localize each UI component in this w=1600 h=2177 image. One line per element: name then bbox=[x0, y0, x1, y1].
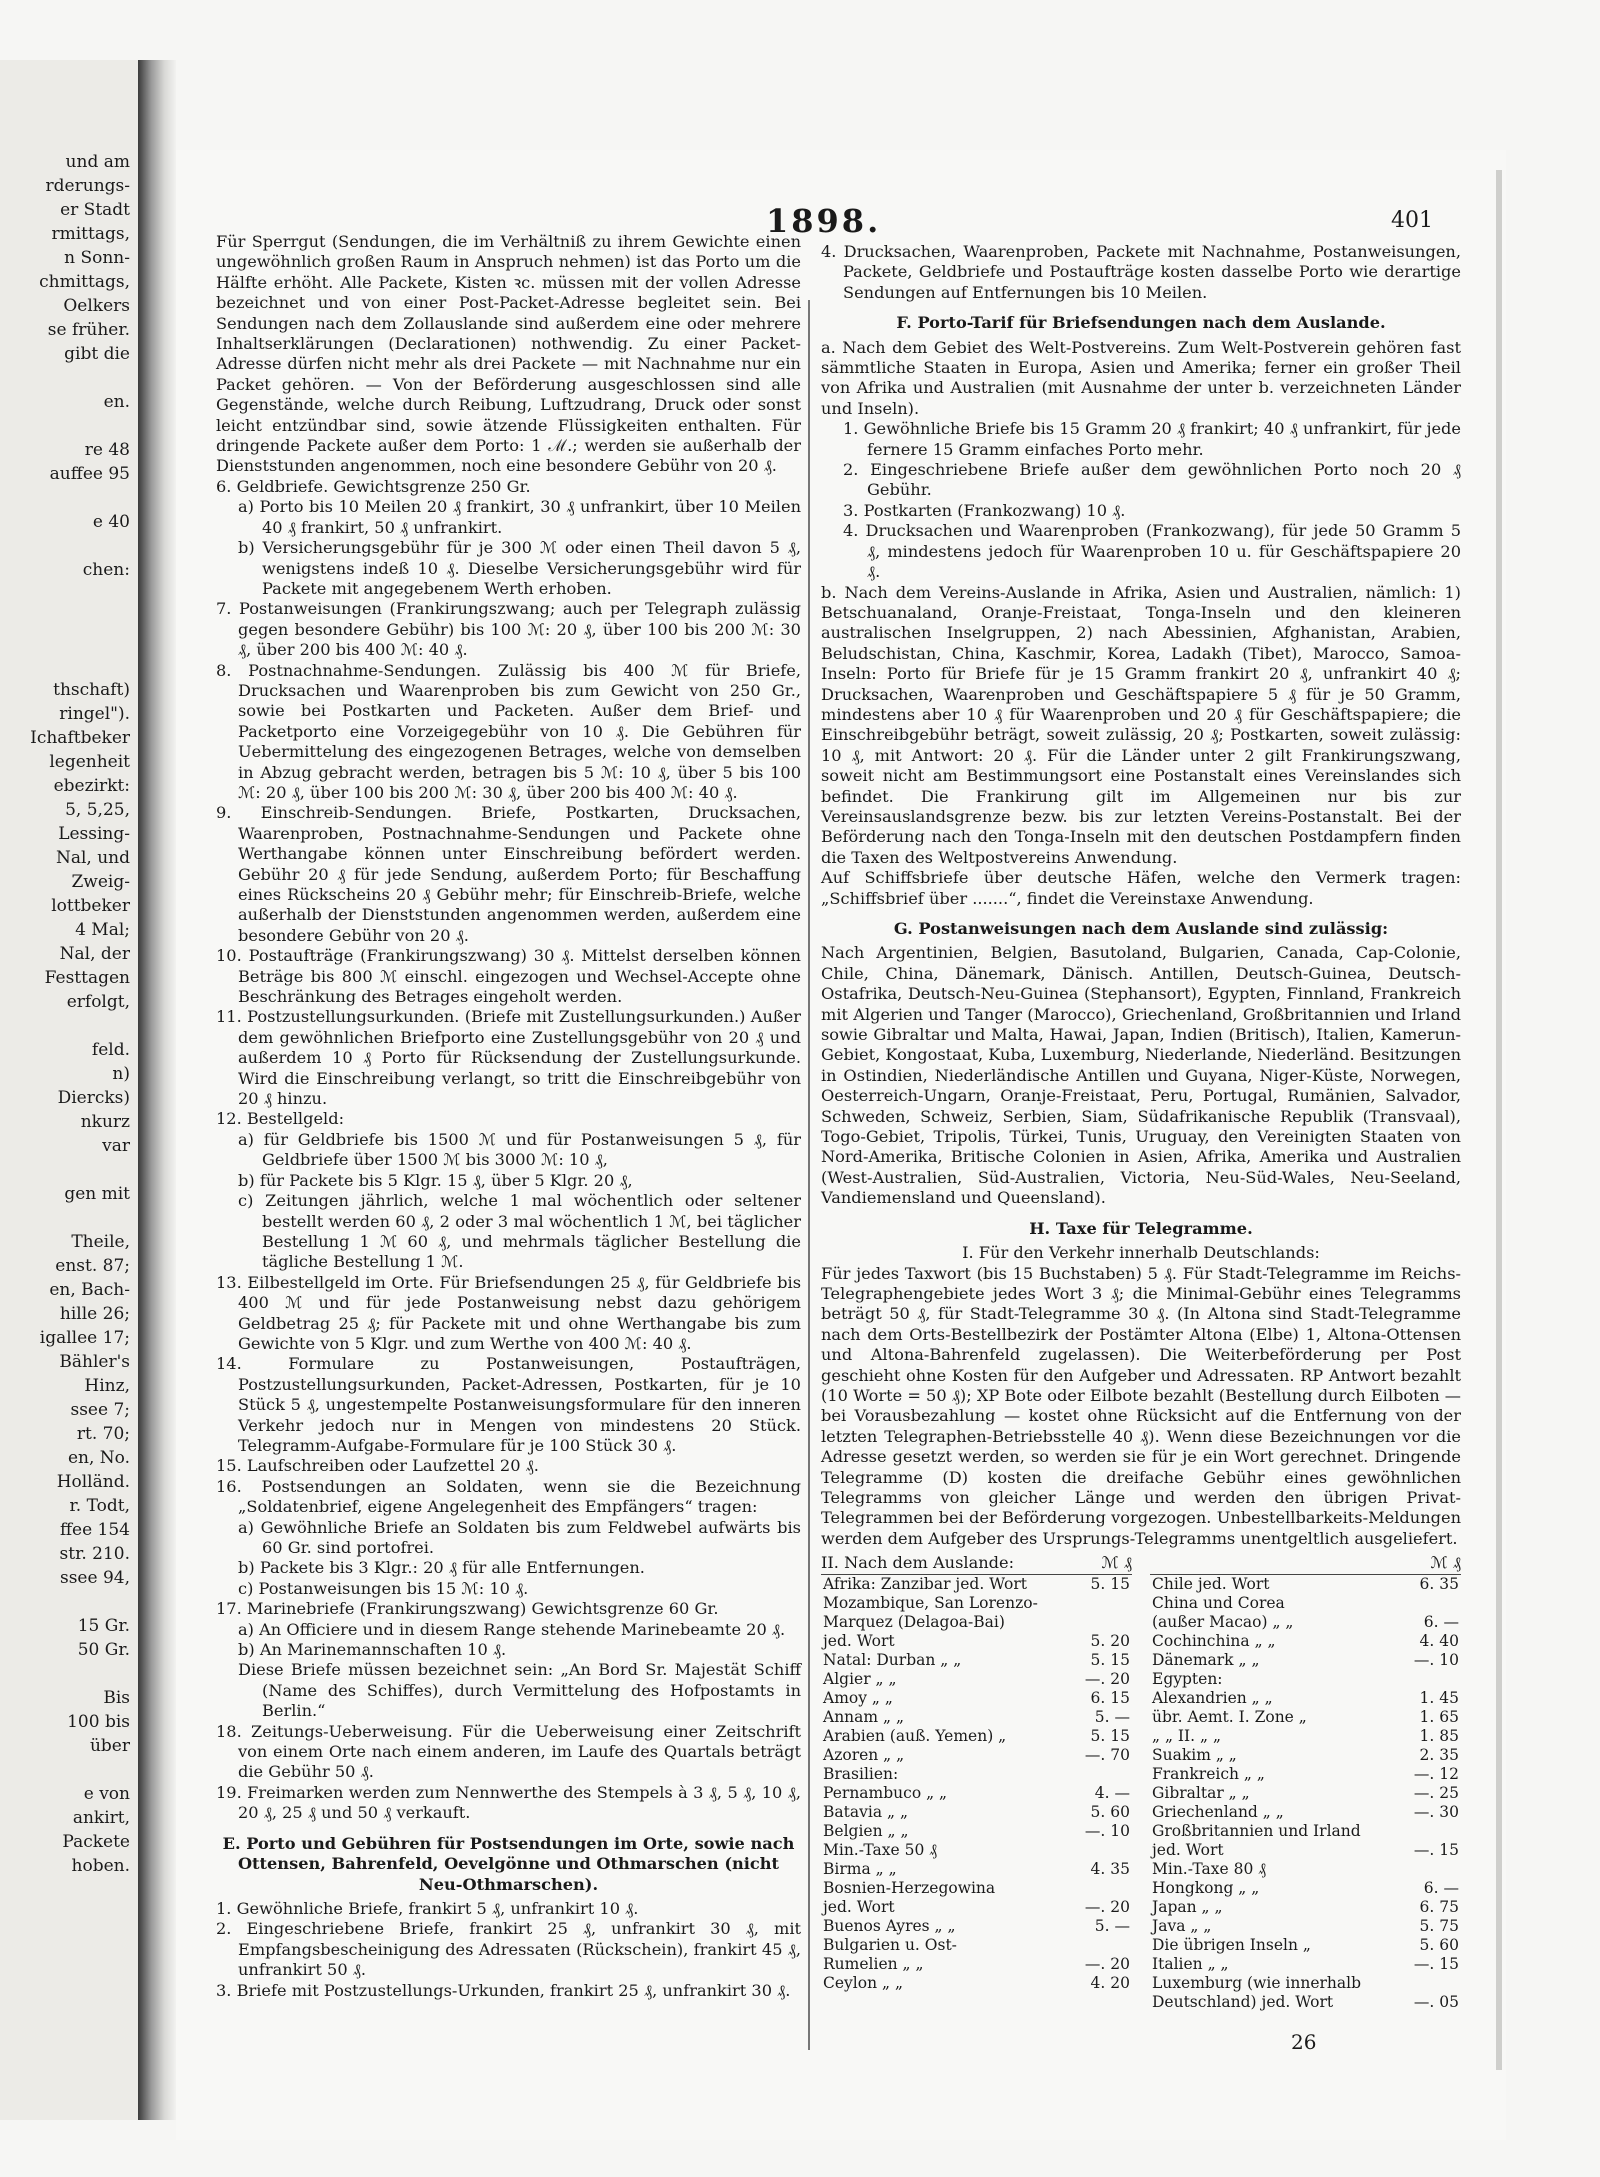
left-page-line: hille 26; bbox=[59, 1304, 130, 1324]
destination-cell: Suakim „ „ bbox=[1152, 1745, 1237, 1764]
rate-cell bbox=[1075, 1613, 1132, 1632]
left-page-line bbox=[0, 654, 138, 678]
left-page-line: Diercks) bbox=[57, 1088, 130, 1108]
paragraph: 14. Formulare zu Postanweisungen, Postaufträgen, Postzustellungsurkunden, Packet-Adressen, Postkarten, für je 10 Stück 5 ₰, ungestempelte Postanweisungsformulare für den inneren Verkehr jedoch nur in Mengen von mindestens 20 Stück. Telegramm-Aufgabe-Formulare für je 100 Stück 30 ₰. bbox=[216, 1354, 801, 1455]
left-page-line: Zweig- bbox=[71, 872, 130, 892]
tariff-table-right bbox=[1150, 1575, 1461, 2012]
rate-cell bbox=[1403, 1594, 1461, 1613]
destination-cell: Cochinchina „ „ bbox=[1152, 1631, 1276, 1650]
table-row bbox=[1150, 1613, 1461, 1632]
table-row bbox=[821, 1803, 1132, 1822]
destination-cell: Min.-Taxe 80 ₰ bbox=[1152, 1859, 1267, 1878]
left-page-fragment bbox=[0, 60, 144, 2120]
left-page-line: 5, 5,25, bbox=[65, 800, 130, 820]
section-heading: H. Taxe für Telegramme. bbox=[1029, 1218, 1253, 1238]
left-page-line: n Sonn- bbox=[64, 248, 130, 268]
table-row bbox=[821, 1765, 1132, 1784]
table-row bbox=[821, 1708, 1132, 1727]
left-page-line bbox=[0, 414, 138, 438]
rate-cell: 6. — bbox=[1423, 1612, 1459, 1631]
left-page-line: n) bbox=[112, 1064, 130, 1084]
destination-cell: Pernambuco „ „ bbox=[823, 1783, 948, 1802]
destination-cell: Chile jed. Wort bbox=[1152, 1574, 1270, 1593]
paragraph: 19. Freimarken werden zum Nennwerthe des Stempels à 3 ₰, 5 ₰, 10 ₰, 20 ₰, 25 ₰ und 50 ₰ verkauft. bbox=[216, 1782, 801, 1823]
left-page-text bbox=[0, 60, 138, 1878]
left-page-line: Hinz, bbox=[84, 1376, 130, 1396]
rate-cell: 5. 20 bbox=[1090, 1631, 1130, 1650]
destination-cell: „ „ II. „ „ bbox=[1152, 1726, 1222, 1745]
destination-cell: Batavia „ „ bbox=[823, 1802, 908, 1821]
paragraph: 2. Eingeschriebene Briefe, frankirt 25 ₰, unfrankirt 30 ₰, mit Empfangsbescheinigung des Adressaten (Rückschein), frankirt 45 ₰, unfrankirt 50 ₰. bbox=[216, 1919, 801, 1980]
left-page-line: rmittags, bbox=[51, 224, 130, 244]
table-row bbox=[1150, 1765, 1461, 1784]
paragraph: 7. Postanweisungen (Frankirungszwang; auch per Telegraph zulässig gegen besondere Gebühr) bis 100 ℳ: 20 ₰, über 100 bis 200 ℳ: 30 ₰, über 200 bis 400 ℳ: 40 ₰. bbox=[216, 599, 801, 660]
rate-cell: 5. 60 bbox=[1419, 1935, 1459, 1954]
left-page-line: feld. bbox=[91, 1040, 130, 1060]
left-page-line: re 48 bbox=[84, 440, 130, 460]
paragraph: 13. Eilbestellgeld im Orte. Für Briefsendungen 25 ₰, für Geldbriefe bis 400 ℳ und für jede Postanweisung nebst dazu gehörigem Geldbetrag 25 ₰; für Packete mit und ohne Werthangabe bis zum Gewichte von 5 Klgr. und zum Werthe von 400 ℳ: 40 ₰. bbox=[216, 1272, 801, 1353]
destination-cell: Natal: Durban „ „ bbox=[823, 1650, 962, 1669]
table-row bbox=[1150, 1898, 1461, 1917]
section-heading: G. Postanweisungen nach dem Auslande sind zulässig: bbox=[893, 919, 1389, 938]
left-page-line: Bähler's bbox=[59, 1352, 130, 1372]
table-row bbox=[1150, 1594, 1461, 1613]
rate-cell bbox=[1075, 1879, 1132, 1898]
unit-mark: ℳ bbox=[1101, 1553, 1119, 1573]
left-page-line bbox=[0, 366, 138, 390]
table-row bbox=[821, 1936, 1132, 1955]
destination-cell: Min.-Taxe 50 ₰ bbox=[823, 1840, 938, 1859]
left-page-line: enst. 87; bbox=[55, 1256, 130, 1276]
paragraph: I. Für den Verkehr innerhalb Deutschlands: bbox=[962, 1243, 1320, 1263]
destination-cell: Deutschland) jed. Wort bbox=[1152, 1992, 1334, 2011]
destination-cell: Buenos Ayres „ „ bbox=[823, 1916, 956, 1935]
rate-cell: —. 10 bbox=[1084, 1821, 1130, 1840]
rate-cell: 5. 60 bbox=[1090, 1802, 1130, 1821]
paragraph: b) Versicherungsgebühr für je 300 ℳ oder einen Theil davon 5 ₰, wenigstens indeß 10 ₰. Dieselbe Versicherungsgebühr wird für Packete mit angegebenem Werth erhoben. bbox=[238, 538, 801, 598]
table-row bbox=[1150, 1689, 1461, 1708]
destination-cell: Gibraltar „ „ bbox=[1152, 1783, 1250, 1802]
section-heading: E. Porto und Gebühren für Postsendungen im Orte, sowie nach Ottensen, Bahrenfeld, Oevelgönne und Othmarschen (nicht Neu-Othmarschen). bbox=[222, 1833, 795, 1894]
left-page-line: igallee 17; bbox=[39, 1328, 130, 1348]
rate-cell bbox=[1075, 1841, 1132, 1860]
rate-cell: 1. 85 bbox=[1419, 1726, 1459, 1745]
rate-cell: —. 20 bbox=[1084, 1897, 1130, 1916]
destination-cell: Belgien „ „ bbox=[823, 1821, 909, 1840]
unit-pf: ₰ bbox=[1123, 1553, 1132, 1573]
left-page-line: erfolgt, bbox=[66, 992, 130, 1012]
left-page-line: nkurz bbox=[80, 1112, 130, 1132]
destination-cell: Algier „ „ bbox=[823, 1669, 897, 1688]
paragraph: 6. Geldbriefe. Gewichtsgrenze 250 Gr. bbox=[216, 476, 531, 496]
rate-cell bbox=[1403, 1670, 1461, 1689]
left-page-line: e von bbox=[83, 1784, 130, 1804]
left-page-line: hoben. bbox=[71, 1856, 130, 1876]
destination-cell: jed. Wort bbox=[1152, 1840, 1224, 1859]
table-row bbox=[1150, 1879, 1461, 1898]
paragraph: 16. Postsendungen an Soldaten, wenn sie die Bezeichnung „Soldatenbrief, eigene Angelegenheit des Empfängers“ tragen: bbox=[216, 1476, 801, 1517]
table-row bbox=[1150, 1746, 1461, 1765]
table-row bbox=[1150, 1936, 1461, 1955]
paragraph: c) Postanweisungen bis 15 ℳ: 10 ₰. bbox=[238, 1578, 529, 1598]
destination-cell: Frankreich „ „ bbox=[1152, 1764, 1265, 1783]
table-row bbox=[1150, 1955, 1461, 1974]
rate-cell: 4. 35 bbox=[1090, 1859, 1130, 1878]
left-page-line: er Stadt bbox=[60, 200, 130, 220]
left-page-line bbox=[0, 606, 138, 630]
table-row bbox=[1150, 1974, 1461, 1993]
destination-cell: Bosnien-Herzegowina bbox=[823, 1878, 996, 1897]
paragraph: 4. Drucksachen und Waarenproben (Frankozwang), für jede 50 Gramm 5 ₰, mindestens jedoch für Waarenproben 10 u. für Geschäftspapiere 20 ₰. bbox=[843, 521, 1461, 582]
table-row bbox=[1150, 1632, 1461, 1651]
paragraph: Nach Argentinien, Belgien, Basutoland, Bulgarien, Canada, Cap-Colonie, Chile, China, Dänemark, Dänisch. Antillen, Deutsch-Guinea, Deutsch-Ostafrika, Deutsch-Neu-Guinea (Stephansort), Egypten, Finnland, Frankreich mit Algerien und Tanger (Marocco), Griechenland, Großbritannien und Irland sowie Gibraltar und Malta, Hawai, Japan, Indien (Britisch), Italien, Kamerun-Gebiet, Kongostaat, Kuba, Luxemburg, Niederlande, Niederländ. Besitzungen in Ostindien, Niederländische Antillen und Guyana, Niger-Küste, Norwegen, Oesterreich-Ungarn, Oranje-Freistaat, Peru, Portugal, Rumänien, Salvador, Schweden, Schweiz, Serbien, Siam, Südafrikanische Republik (Transvaal), Togo-Gebiet, Tripolis, Türkei, Tunis, Uruguay, den Vereinigten Staaten von Nord-Amerika, Britische Colonien in Asien, Afrika, Amerika und Australien (West-Australien, Süd-Australien, Victoria, Neu-Süd-Wales, Neu-Seeland, Vandiemensland und Queensland). bbox=[821, 943, 1461, 1208]
left-page-line: Bis bbox=[103, 1688, 130, 1708]
table-row bbox=[821, 1860, 1132, 1879]
left-page-line: rt. 70; bbox=[76, 1424, 130, 1444]
telegram-tariff-table bbox=[821, 1553, 1461, 2011]
destination-cell: (außer Macao) „ „ bbox=[1152, 1612, 1294, 1631]
left-page-line bbox=[0, 630, 138, 654]
table-row bbox=[1150, 1841, 1461, 1860]
left-page-line: und am bbox=[65, 152, 130, 172]
rate-cell: 6. 15 bbox=[1090, 1688, 1130, 1707]
destination-cell: Annam „ „ bbox=[823, 1707, 905, 1726]
left-page-line: en, No. bbox=[67, 1448, 130, 1468]
destination-cell: Azoren „ „ bbox=[823, 1745, 905, 1764]
paragraph: a. Nach dem Gebiet des Welt-Postvereins. Zum Welt-Postverein gehören fast sämmtliche Staaten in Europa, Asien und Amerika; ferner ein großer Theil von Afrika und Australien (mit Ausnahme der unter b. verzeichneten Länder und Inseln). bbox=[821, 337, 1461, 418]
left-page-line: gen mit bbox=[64, 1184, 130, 1204]
destination-cell: China und Corea bbox=[1152, 1593, 1285, 1612]
left-page-line: 50 Gr. bbox=[77, 1640, 130, 1660]
destination-cell: jed. Wort bbox=[823, 1631, 895, 1650]
table-row bbox=[821, 1917, 1132, 1936]
left-page-line bbox=[0, 1758, 138, 1782]
table-row bbox=[821, 1727, 1132, 1746]
destination-cell: Griechenland „ „ bbox=[1152, 1802, 1284, 1821]
destination-cell: Alexandrien „ „ bbox=[1152, 1688, 1273, 1707]
destination-cell: Rumelien „ „ bbox=[823, 1954, 924, 1973]
rate-cell bbox=[1403, 1860, 1461, 1879]
table-row bbox=[1150, 1784, 1461, 1803]
destination-cell: Arabien (auß. Yemen) „ bbox=[823, 1726, 1007, 1745]
paragraph: b. Nach dem Vereins-Auslande in Afrika, Asien und Australien, nämlich: 1) Betschuanaland, Oranje-Freistaat, Tonga-Inseln und den kleineren australischen Inselgruppen, 2) nach Abessinien, Afghanistan, Arabien, Beludschistan, China, Kaschmir, Korea, Ladakh (Tibet), Marocco, Samoa-Inseln: Porto für Briefe für je 15 Gramm frankirt 20 ₰, unfrankirt 40 ₰; Drucksachen, Waarenproben und Geschäftspapiere 5 ₰ für je 50 Gramm, mindestens aber 10 ₰ für Waarenproben und 20 ₰ für Geschäftspapiere; die Einschreibgebühr beträgt, soweit zulässig, 20 ₰; Postkarten, soweit zulässig: 10 ₰, mit Antwort: 20 ₰. Für die Länder unter 2 gilt Frankirungszwang, soweit nicht am Bestimmungsort eine Postanstalt eines Vereinslandes sich befindet. Die Frankirung gilt im Allgemeinen nur bis zur Vereinsauslandsgrenze bezw. bis zur letzten Vereins-Postanstalt. Bei der Beförderung nach den Tonga-Inseln mit den deutschen Postdampfern finden die Taxen des Weltpostvereins Anwendung. bbox=[821, 582, 1461, 867]
rate-cell: 1. 45 bbox=[1419, 1688, 1459, 1707]
left-page-line: Nal, der bbox=[59, 944, 130, 964]
left-page-line: 15 Gr. bbox=[77, 1616, 130, 1636]
left-page-line: ringel"). bbox=[59, 704, 130, 724]
left-page-line: Nal, und bbox=[55, 848, 130, 868]
page-year: 1898. bbox=[766, 202, 882, 240]
left-page-line: en. bbox=[103, 392, 130, 412]
destination-cell: Japan „ „ bbox=[1152, 1897, 1223, 1916]
left-page-line: e 40 bbox=[92, 512, 130, 532]
table-row bbox=[1150, 1993, 1461, 2012]
paragraph: 2. Eingeschriebene Briefe außer dem gewöhnlichen Porto noch 20 ₰ Gebühr. bbox=[843, 460, 1461, 500]
rate-cell: 6. 35 bbox=[1419, 1574, 1459, 1593]
rate-cell: 5. — bbox=[1094, 1916, 1130, 1935]
paragraph: 10. Postaufträge (Frankirungszwang) 30 ₰. Mittelst derselben können Beträge bis 800 ℳ einschl. eingezogen und Wechsel-Accepte ohne Beschränkung des Betrages eingeholt werden. bbox=[216, 946, 801, 1007]
rate-cell: 2. 35 bbox=[1419, 1745, 1459, 1764]
rate-cell: 5. 15 bbox=[1090, 1574, 1130, 1593]
left-page-line bbox=[0, 1206, 138, 1230]
paragraph: 3. Briefe mit Postzustellungs-Urkunden, frankirt 25 ₰, unfrankirt 30 ₰. bbox=[216, 1980, 791, 2000]
table-row bbox=[821, 1841, 1132, 1860]
rate-cell: 4. 20 bbox=[1090, 1973, 1130, 1992]
paragraph: Für Sperrgut (Sendungen, die im Verhältniß zu ihrem Gewichte einen ungewöhnlich großen Raum in Anspruch nehmen) ist das Porto um die Hälfte erhöht. Alle Packete, Kisten ꝛc. müssen mit der vollen Adresse bezeichnet und von einer Post-Packet-Adresse begleitet sein. Bei Sendungen nach dem Zollauslande sind außerdem eine oder mehrere Inhaltserklärungen (Declarationen) nothwendig. Zu einer Packet-Adresse dürfen nicht mehr als drei Packete — mit Nachnahme nur ein Packet gehören. — Von der Beförderung ausgeschlossen sind alle Gegenstände, welche durch Reibung, Luftzudrang, Druck oder sonst leicht entzündbar sind, sowie ätzende Flüssigkeiten enthalten. Für dringende Packete außer dem Porto: 1 ℳ.; werden sie außerhalb der Dienststunden angenommen, noch eine besondere Gebühr von 20 ₰. bbox=[216, 232, 801, 476]
destination-cell: Amoy „ „ bbox=[823, 1688, 893, 1707]
destination-cell: Birma „ „ bbox=[823, 1859, 897, 1878]
paragraph: c) Zeitungen jährlich, welche 1 mal wöchentlich oder seltener bestellt werden 60 ₰, 2 oder 3 mal wöchentlich 1 ℳ, bei täglicher Bestellung 1 ℳ 60 ₰, und mehrmals täglicher Bestellung die tägliche Bestellung 1 ℳ. bbox=[238, 1191, 801, 1272]
paragraph: b) Packete bis 3 Klgr.: 20 ₰ für alle Entfernungen. bbox=[238, 1558, 645, 1578]
left-page-line: Holländ. bbox=[56, 1472, 130, 1492]
paragraph: 1. Gewöhnliche Briefe, frankirt 5 ₰, unfrankirt 10 ₰. bbox=[216, 1898, 639, 1918]
left-page-line: ssee 94, bbox=[59, 1568, 130, 1588]
paragraph: 4. Drucksachen, Waarenproben, Packete mit Nachnahme, Postanweisungen, Packete, Geldbriefe und Postaufträge kosten dasselbe Porto wie derartige Sendungen auf Entfernungen bis 10 Meilen. bbox=[821, 242, 1461, 302]
paragraph: a) Porto bis 10 Meilen 20 ₰ frankirt, 30 ₰ unfrankirt, über 10 Meilen 40 ₰ frankirt, 50 ₰ unfrankirt. bbox=[238, 497, 801, 537]
paragraph: a) An Officiere und in diesem Range stehende Marinebeamte 20 ₰. bbox=[238, 1619, 786, 1639]
destination-cell: Afrika: Zanzibar jed. Wort bbox=[823, 1574, 1028, 1593]
left-page-line bbox=[0, 1014, 138, 1038]
paragraph: Diese Briefe müssen bezeichnet sein: „An Bord Sr. Majestät Schiff (Name des Schiffes), durch Vermittelung des Hofpostamts in Berlin.“ bbox=[238, 1660, 801, 1721]
left-page-line: chmittags, bbox=[39, 272, 130, 292]
paragraph: 12. Bestellgeld: bbox=[216, 1109, 345, 1129]
table-row bbox=[1150, 1803, 1461, 1822]
tariff-table-left bbox=[821, 1575, 1132, 1993]
rate-cell: —. 20 bbox=[1084, 1669, 1130, 1688]
left-page-line: gibt die bbox=[64, 344, 130, 364]
destination-cell: Marquez (Delagoa-Bai) bbox=[823, 1612, 1005, 1631]
left-page-line: auffee 95 bbox=[49, 464, 130, 484]
destination-cell: Mozambique, San Lorenzo- bbox=[823, 1593, 1038, 1612]
left-page-line: str. 210. bbox=[59, 1544, 130, 1564]
destination-cell: Italien „ „ bbox=[1152, 1954, 1229, 1973]
left-page-line: Festtagen bbox=[44, 968, 130, 988]
destination-cell: Die übrigen Inseln „ bbox=[1152, 1935, 1311, 1954]
left-page-line: r. Todt, bbox=[69, 1496, 130, 1516]
destination-cell: Egypten: bbox=[1152, 1669, 1223, 1688]
paragraph: Auf Schiffsbriefe über deutsche Häfen, welche den Vermerk tragen: „Schiffsbrief über .......“, findet die Vereinstaxe Anwendung. bbox=[821, 868, 1461, 908]
rate-cell: 4. 40 bbox=[1419, 1631, 1459, 1650]
rate-cell: 5. — bbox=[1094, 1707, 1130, 1726]
left-page-line: legenheit bbox=[49, 752, 130, 772]
column-divider bbox=[808, 300, 810, 2050]
paragraph: a) für Geldbriefe bis 1500 ℳ und für Postanweisungen 5 ₰, für Geldbriefe über 1500 ℳ bis 3000 ℳ: 10 ₰, bbox=[238, 1129, 801, 1170]
table-row bbox=[821, 1955, 1132, 1974]
table-row bbox=[821, 1575, 1132, 1594]
table-row bbox=[821, 1974, 1132, 1993]
table-row bbox=[821, 1594, 1132, 1613]
destination-cell: Hongkong „ „ bbox=[1152, 1878, 1260, 1897]
unit-mark-right: ℳ bbox=[1430, 1553, 1448, 1573]
table-row bbox=[1150, 1727, 1461, 1746]
paragraph: a) Gewöhnliche Briefe an Soldaten bis zum Feldwebel aufwärts bis 60 Gr. sind portofrei. bbox=[238, 1517, 801, 1557]
book-gutter bbox=[138, 60, 176, 2120]
table-row bbox=[821, 1632, 1132, 1651]
right-column bbox=[821, 242, 1461, 2012]
table-row bbox=[821, 1670, 1132, 1689]
left-page-line: über bbox=[89, 1736, 130, 1756]
rate-cell bbox=[1075, 1765, 1132, 1784]
left-page-line bbox=[0, 486, 138, 510]
rate-cell: 5. 15 bbox=[1090, 1726, 1130, 1745]
rate-cell: —. 05 bbox=[1413, 1992, 1459, 2011]
left-page-line: var bbox=[102, 1136, 130, 1156]
rate-cell: 6. 75 bbox=[1419, 1897, 1459, 1916]
paragraph: 3. Postkarten (Frankozwang) 10 ₰. bbox=[843, 500, 1126, 520]
left-page-line: ffee 154 bbox=[59, 1520, 130, 1540]
paragraph: 18. Zeitungs-Ueberweisung. Für die Ueberweisung einer Zeitschrift von einem Orte nach einem anderen, im Laufe des Quartals beträgt die Gebühr 50 ₰. bbox=[216, 1721, 801, 1782]
left-page-line bbox=[0, 582, 138, 606]
destination-cell: Großbritannien und Irland bbox=[1152, 1821, 1361, 1840]
rate-cell: —. 70 bbox=[1084, 1745, 1130, 1764]
destination-cell: Luxemburg (wie innerhalb bbox=[1152, 1973, 1362, 1992]
paragraph: 17. Marinebriefe (Frankirungszwang) Gewichtsgrenze 60 Gr. bbox=[216, 1599, 719, 1619]
left-page-line: rderungs- bbox=[45, 176, 130, 196]
rate-cell: —. 15 bbox=[1413, 1840, 1459, 1859]
rate-cell: —. 20 bbox=[1084, 1954, 1130, 1973]
destination-cell: Java „ „ bbox=[1152, 1916, 1212, 1935]
destination-cell: Bulgarien u. Ost- bbox=[823, 1935, 957, 1954]
left-page-line: Lessing- bbox=[58, 824, 130, 844]
rate-cell bbox=[1075, 1594, 1132, 1613]
rate-cell: —. 15 bbox=[1413, 1954, 1459, 1973]
destination-cell: übr. Aemt. I. Zone „ bbox=[1152, 1707, 1307, 1726]
table-row bbox=[1150, 1670, 1461, 1689]
destination-cell: jed. Wort bbox=[823, 1897, 895, 1916]
left-page-line: Packete bbox=[62, 1832, 130, 1852]
left-page-line: Oelkers bbox=[63, 296, 130, 316]
page-number: 401 bbox=[1391, 208, 1433, 233]
table-row bbox=[821, 1651, 1132, 1670]
unit-pf-right: ₰ bbox=[1452, 1553, 1461, 1573]
paragraph: b) für Packete bis 5 Klgr. 15 ₰, über 5 Klgr. 20 ₰, bbox=[238, 1170, 633, 1190]
page bbox=[176, 150, 1506, 2140]
table-row bbox=[821, 1898, 1132, 1917]
rate-cell bbox=[1403, 1974, 1461, 1993]
left-page-line: chen: bbox=[82, 560, 130, 580]
table-row bbox=[821, 1746, 1132, 1765]
destination-cell: Brasilien: bbox=[823, 1764, 899, 1783]
table-row bbox=[1150, 1575, 1461, 1594]
table-row bbox=[821, 1689, 1132, 1708]
left-page-line: 100 bis bbox=[67, 1712, 130, 1732]
paragraph: 8. Postnachnahme-Sendungen. Zulässig bis 400 ℳ für Briefe, Drucksachen und Waarenproben bis zum Gewicht von 250 Gr., sowie bei Postkarten und Packeten. Außer dem Brief- und Packetporto eine Vorzeigegebühr von 10 ₰. Die Gebühren für Uebermittelung des eingezogenen Betrages, welche von demselben in Abzug gebracht werden, betragen bis 5 ℳ: 10 ₰, über 5 bis 100 ℳ: 20 ₰, über 100 bis 200 ℳ: 30 ₰, über 200 bis 400 ℳ: 40 ₰. bbox=[216, 660, 801, 802]
left-page-line: thschaft) bbox=[53, 680, 130, 700]
left-page-line: en, Bach- bbox=[49, 1280, 130, 1300]
page-edge bbox=[1496, 170, 1502, 2070]
footer-number: 26 bbox=[1291, 2030, 1317, 2054]
paragraph: 9. Einschreib-Sendungen. Briefe, Postkarten, Drucksachen, Waarenproben, Postnachnahme-Sendungen und Packete ohne Werthangabe können unter Einschreibung befördert werden. Gebühr 20 ₰ für jede Sendung, außerdem Porto; für Beschaffung eines Rückscheins 20 ₰ Gebühr mehr; für Einschreib-Briefe, welche außerhalb der Dienststunden angenommen werden, außerdem eine besondere Gebühr von 20 ₰. bbox=[216, 803, 801, 945]
left-page-line bbox=[0, 534, 138, 558]
rate-cell: —. 25 bbox=[1413, 1783, 1459, 1802]
table-row bbox=[1150, 1860, 1461, 1879]
left-page-line bbox=[0, 1662, 138, 1686]
paragraph: 11. Postzustellungsurkunden. (Briefe mit Zustellungsurkunden.) Außer dem gewöhnlichen Briefporto eine Zustellungsgebühr von 20 ₰ und außerdem 10 ₰ Porto für Rücksendung der Zustellungsurkunde. Wird die Einschreibung verlangt, so tritt die Einschreibgebühr von 20 ₰ hinzu. bbox=[216, 1007, 801, 1109]
table-row bbox=[821, 1879, 1132, 1898]
left-page-line bbox=[0, 1158, 138, 1182]
left-page-line: lottbeker bbox=[51, 896, 130, 916]
left-page-line: ebezirkt: bbox=[53, 776, 130, 796]
table-row bbox=[821, 1613, 1132, 1632]
rate-cell bbox=[1075, 1936, 1132, 1955]
table-row bbox=[821, 1784, 1132, 1803]
table-title: II. Nach dem Auslande: bbox=[821, 1553, 1015, 1573]
rate-cell bbox=[1403, 1822, 1461, 1841]
left-page-line: ssee 7; bbox=[70, 1400, 130, 1420]
rate-cell: —. 12 bbox=[1413, 1764, 1459, 1783]
rate-cell: 5. 75 bbox=[1419, 1916, 1459, 1935]
table-row bbox=[1150, 1651, 1461, 1670]
paragraph: 15. Laufschreiben oder Laufzettel 20 ₰. bbox=[216, 1456, 539, 1476]
section-heading: F. Porto-Tarif für Briefsendungen nach dem Auslande. bbox=[896, 313, 1386, 333]
table-row bbox=[1150, 1917, 1461, 1936]
rate-cell: —. 30 bbox=[1413, 1802, 1459, 1821]
paragraph: 1. Gewöhnliche Briefe bis 15 Gramm 20 ₰ frankirt; 40 ₰ unfrankirt, für jede fernere 15 Gramm einfaches Porto mehr. bbox=[843, 419, 1461, 459]
destination-cell: Dänemark „ „ bbox=[1152, 1650, 1260, 1669]
rate-cell: 5. 15 bbox=[1090, 1650, 1130, 1669]
destination-cell: Ceylon „ „ bbox=[823, 1973, 903, 1992]
left-page-line: 4 Mal; bbox=[75, 920, 130, 940]
left-page-line: Theile, bbox=[71, 1232, 130, 1252]
left-page-line: se früher. bbox=[47, 320, 130, 340]
paragraph: b) An Marinemannschaften 10 ₰. bbox=[238, 1640, 507, 1660]
left-page-line bbox=[0, 1590, 138, 1614]
table-row bbox=[821, 1822, 1132, 1841]
left-page-line: Ichaftbeker bbox=[30, 728, 130, 748]
table-row bbox=[1150, 1822, 1461, 1841]
paragraph: Für jedes Taxwort (bis 15 Buchstaben) 5 ₰. Für Stadt-Telegramme im Reichs-Telegraphengebiete jedes Wort 3 ₰; die Minimal-Gebühr eines Telegramms beträgt 50 ₰, für Stadt-Telegramme 30 ₰. (In Altona sind Stadt-Telegramme nach dem Orts-Bestellbezirk der Postämter Altona (Elbe) 1, Altona-Ottensen und Altona-Bahrenfeld zugelassen). Die Weiterbeförderung per Post geschieht ohne Kosten für den Aufgeber und Adressaten. RP Antwort bezahlt (10 Worte = 50 ₰); XP Bote oder Eilbote bezahlt (Bestellung durch Eilboten — bei Vorausbezahlung — kostet ohne Rücksicht auf die Entfernung von der letzten Telegraphen-Betriebsstelle 40 ₰). Wenn diese Bezeichnungen vor die Adresse gesetzt werden, so werden sie für je ein Wort gerechnet. Dringende Telegramme (D) kosten die dreifache Gebühr eines gewöhnlichen Telegramms von gleicher Länge und werden den übrigen Privat-Telegrammen bei der Beförderung vorgezogen. Unbestellbarkeits-Meldungen werden dem Aufgeber des Ursprungs-Telegramms unentgeltlich ausgeliefert. bbox=[821, 1263, 1461, 1548]
table-row bbox=[1150, 1708, 1461, 1727]
rate-cell: 6. — bbox=[1423, 1878, 1459, 1897]
rate-cell: 1. 65 bbox=[1419, 1707, 1459, 1726]
left-column bbox=[216, 232, 801, 2001]
left-page-line: ankirt, bbox=[72, 1808, 130, 1828]
rate-cell: 4. — bbox=[1094, 1783, 1130, 1802]
rate-cell: —. 10 bbox=[1413, 1650, 1459, 1669]
